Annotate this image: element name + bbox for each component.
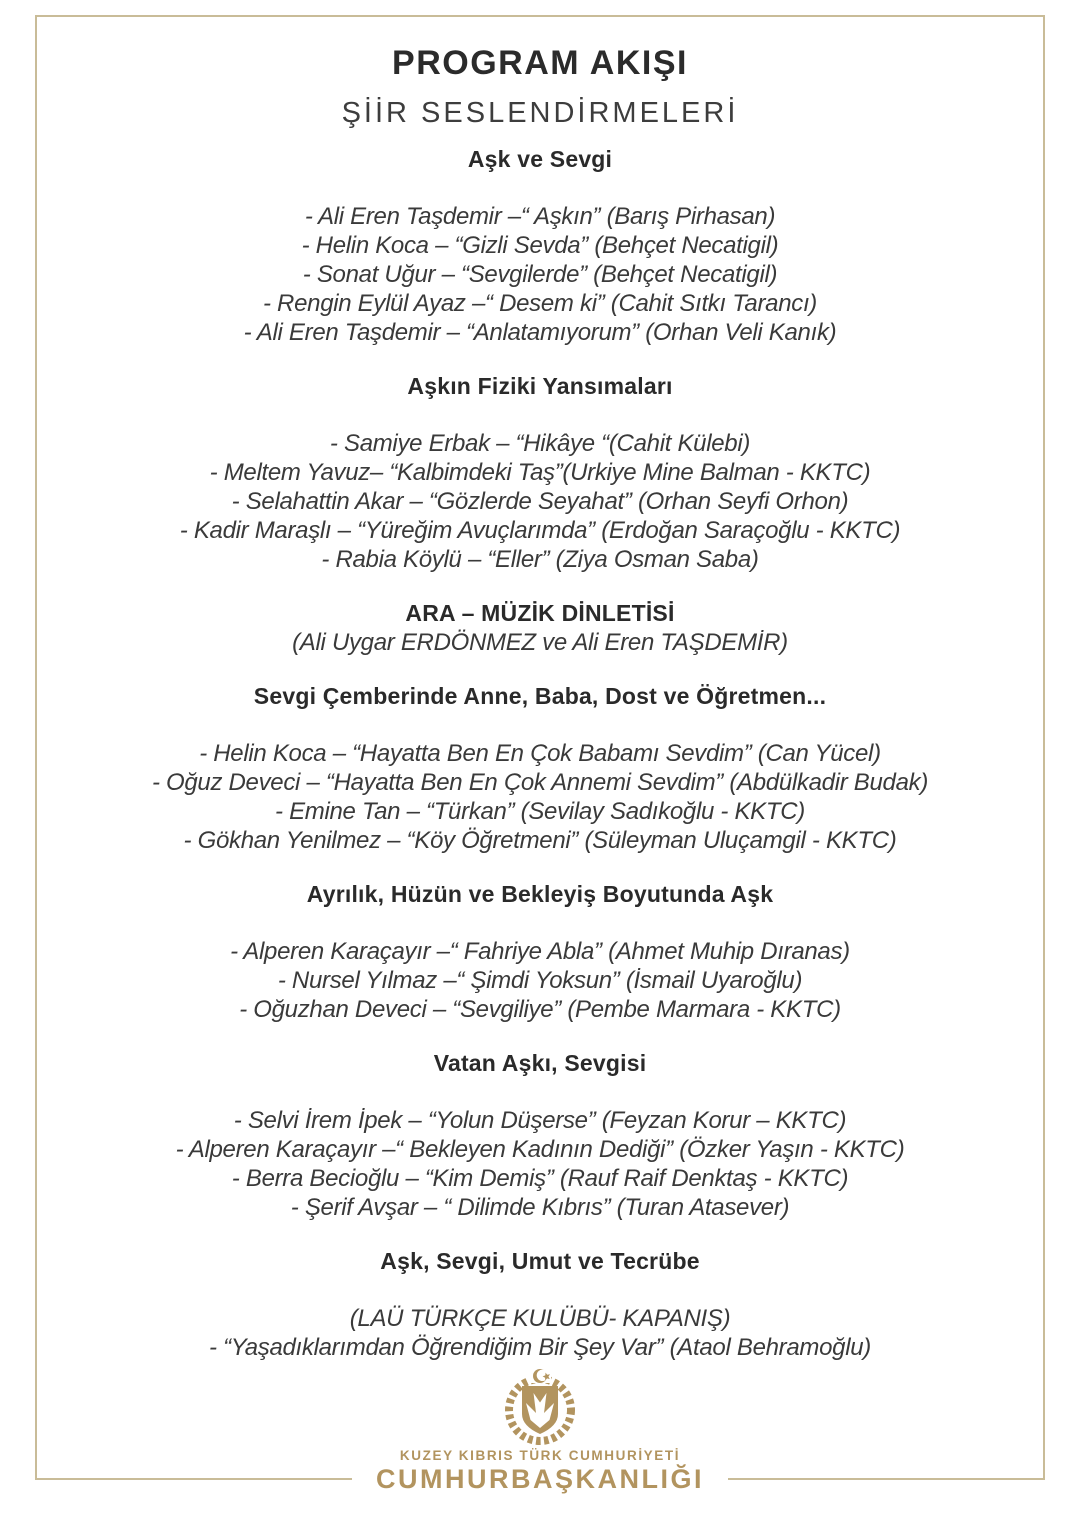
program-item: - Helin Koca – “Gizli Sevda” (Behçet Necatigil): [301, 231, 779, 259]
section-sevgi-cemberinde: [0, 682, 1080, 855]
program-item: - Nursel Yılmaz –“ Şimdi Yoksun” (İsmail Uyaroğlu): [277, 966, 803, 994]
program-item: - Helin Koca – “Hayatta Ben En Çok Babamı Sevdim” (Can Yücel): [199, 739, 881, 767]
section-heading: ARA – MÜZİK DİNLETİSİ: [405, 599, 675, 626]
program-item: (LAÜ TÜRKÇE KULÜBÜ- KAPANIŞ): [349, 1304, 731, 1332]
section-ara-muzik-dinletisi: [0, 599, 1080, 657]
program-item: - Rengin Eylül Ayaz –“ Desem ki” (Cahit Sıtkı Tarancı): [263, 289, 817, 317]
page-subtitle: ŞİİR SESLENDİRMELERİ: [341, 96, 739, 129]
program-item: - Alperen Karaçayır –“ Fahriye Abla” (Ahmet Muhip Dıranas): [230, 937, 850, 965]
program-item: - Sonat Uğur – “Sevgilerde” (Behçet Necatigil): [302, 260, 778, 288]
program-item: (Ali Uygar ERDÖNMEZ ve Ali Eren TAŞDEMİR): [292, 628, 788, 656]
program-item: - Kadir Maraşlı – “Yüreğim Avuçlarımda” (Erdoğan Saraçoğlu - KKTC): [179, 516, 901, 544]
footer: [352, 1368, 728, 1494]
section-heading: Aşkın Fiziki Yansımaları: [407, 372, 673, 399]
program-item: - Ali Eren Taşdemir –“ Aşkın” (Barış Pirhasan): [304, 202, 776, 230]
program-item: - Gökhan Yenilmez – “Köy Öğretmeni” (Süleyman Uluçamgil - KKTC): [183, 826, 897, 854]
section-heading: Ayrılık, Hüzün ve Bekleyiş Boyutunda Aşk: [306, 880, 774, 907]
section-heading: Aşk ve Sevgi: [467, 145, 613, 172]
program-item: - Alperen Karaçayır –“ Bekleyen Kadının Dediği” (Özker Yaşın - KKTC): [175, 1135, 905, 1163]
program-item: - Rabia Köylü – “Eller” (Ziya Osman Saba): [321, 545, 759, 573]
program-item: - Berra Becioğlu – “Kim Demiş” (Rauf Raif Denktaş - KKTC): [231, 1164, 849, 1192]
program-item: - Oğuzhan Deveci – “Sevgiliye” (Pembe Marmara - KKTC): [239, 995, 841, 1023]
kktc-presidency-emblem-icon: [492, 1368, 588, 1446]
section-heading: Aşk, Sevgi, Umut ve Tecrübe: [380, 1247, 700, 1274]
program-item: - Ali Eren Taşdemir – “Anlatamıyorum” (Orhan Veli Kanık): [243, 318, 837, 346]
section-heading: Vatan Aşkı, Sevgisi: [433, 1049, 647, 1076]
program-item: - Meltem Yavuz– “Kalbimdeki Taş”(Urkiye Mine Balman - KKTC): [209, 458, 871, 486]
section-vatan-aski-sevgisi: [0, 1049, 1080, 1222]
section-askin-fiziki-yansimalari: [0, 372, 1080, 574]
footer-institution-name: CUMHURBAŞKANLIĞI: [376, 1464, 704, 1494]
program-item: - “Yaşadıklarımdan Öğrendiğim Bir Şey Var” (Ataol Behramoğlu): [209, 1333, 871, 1361]
program-item: - Selahattin Akar – “Gözlerde Seyahat” (Orhan Seyfi Orhon): [231, 487, 849, 515]
section-ask-ve-sevgi: [0, 145, 1080, 347]
program-item: - Oğuz Deveci – “Hayatta Ben En Çok Annemi Sevdim” (Abdülkadir Budak): [151, 768, 929, 796]
program-item: - Samiye Erbak – “Hikâye “(Cahit Külebi): [329, 429, 751, 457]
program-item: - Selvi İrem İpek – “Yolun Düşerse” (Feyzan Korur – KKTC): [233, 1106, 847, 1134]
section-ask-sevgi-umut-tecrube: [0, 1247, 1080, 1362]
section-ayrilik-huzun-bekleyis: [0, 880, 1080, 1024]
footer-country-name: KUZEY KIBRIS TÜRK CUMHURİYETİ: [399, 1448, 681, 1463]
program-item: - Emine Tan – “Türkan” (Sevilay Sadıkoğlu - KKTC): [275, 797, 805, 825]
page-title: PROGRAM AKIŞI: [392, 44, 688, 82]
program-item: - Şerif Avşar – “ Dilimde Kıbrıs” (Turan Atasever): [290, 1193, 790, 1221]
section-heading: Sevgi Çemberinde Anne, Baba, Dost ve Öğretmen...: [253, 682, 827, 709]
